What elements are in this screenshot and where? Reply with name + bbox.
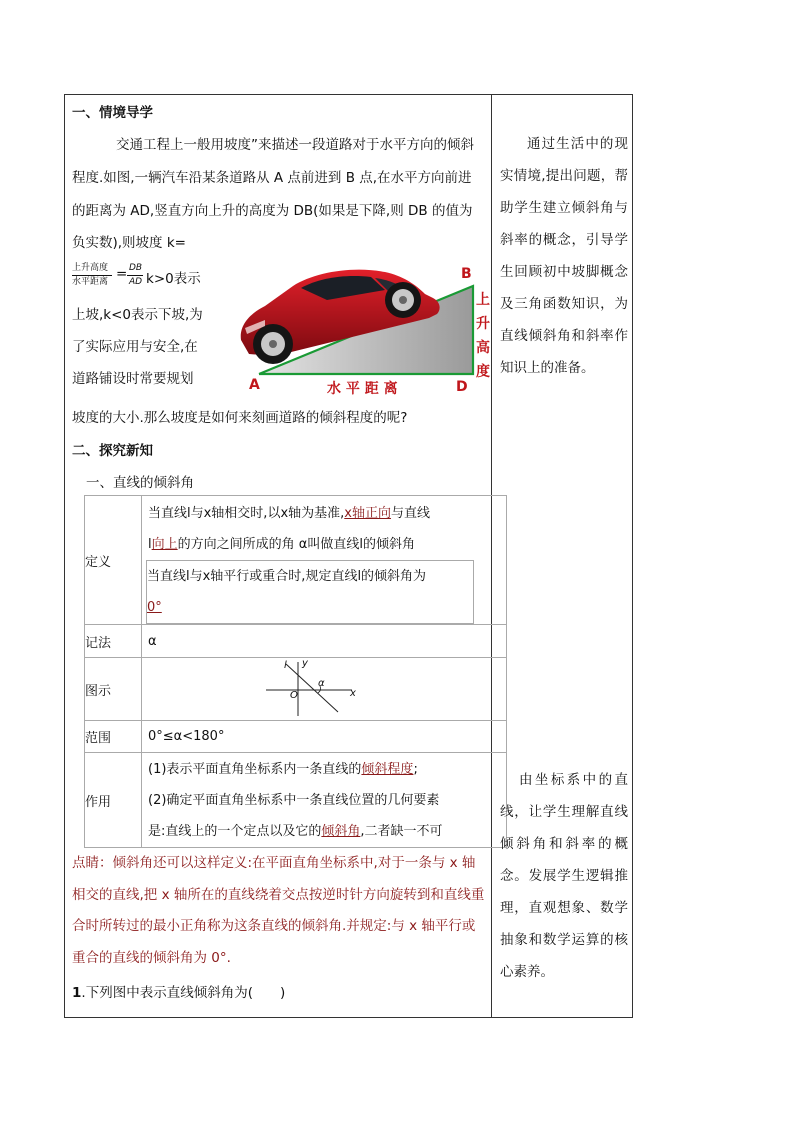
intro-line-7: 了实际应用与安全,在 [72, 339, 198, 355]
key-point-note: 点睛：倾斜角还可以这样定义:在平面直角坐标系中,对于一条与 x 轴相交的直线,把 x 轴所在的直线绕着交点按逆时针方向旋转到和直线重合时所转过的最小正角称为这条直线的倾斜角.并规定:与 x 轴平行或重合的直线的倾斜角为 0°. [72, 855, 485, 966]
definition-label: 定义 [85, 496, 142, 625]
definition-cell [142, 496, 507, 625]
intro-line-3: 的距离为 AD,竖直方向上升的高度为 DB(如果是下降,则 DB 的值为 [72, 203, 473, 219]
intro-line-9: 坡度的大小.那么坡度是如何来刻画道路的倾斜程度的呢? [72, 410, 408, 426]
diagram-label-l: l [284, 660, 287, 671]
intro-line-1: 交通工程上一般用坡度”来描述一段道路对于水平方向的倾斜 [116, 137, 474, 153]
definition-line-4 [147, 592, 473, 623]
vertical-label-4: 度 [476, 364, 490, 380]
label-a: A [249, 377, 260, 393]
figure-cell [142, 658, 507, 721]
definition-line-2: l向上的方向之间所成的角 α叫做直线l的倾斜角 [148, 537, 415, 552]
fraction-right-denominator: AD [129, 277, 143, 287]
underline-inclination-angle: 倾斜角 [321, 823, 361, 839]
label-d: D [456, 379, 468, 395]
vertical-label-1: 上 [476, 292, 490, 308]
definition-line-3: 当直线l与x轴平行或重合时,规定直线l的倾斜角为 [147, 569, 427, 584]
diagram-label-o: O [290, 690, 298, 701]
horizontal-distance-label: 水 平 距 离 [327, 381, 398, 397]
underline-zero-degree: 0° [147, 600, 162, 615]
fraction-equals: = [116, 266, 128, 282]
role-line-3: 是:直线上的一个定点以及它的倾斜角,二者缺一不可 [148, 823, 443, 839]
table-row-range [85, 721, 507, 753]
notation-value: α [142, 625, 507, 658]
design-intent-2: 由坐标系中的直线，让学生理解直线倾斜角和斜率的概念。发展学生逻辑推理，直观想象、数学抽象和数学运算的核心素养。 [500, 772, 628, 980]
role-label: 作用 [85, 753, 142, 848]
label-b: B [461, 266, 472, 282]
section2-subheading: 一、直线的倾斜角 [86, 475, 194, 491]
diagram-label-x: x [350, 688, 356, 699]
diagram-label-y: y [302, 658, 308, 669]
table-row-definition [85, 496, 507, 625]
fraction-right-bar [127, 275, 143, 276]
fraction-tail: k>0表示 [146, 271, 201, 287]
section1-heading: 一、情境导学 [72, 105, 153, 121]
notation-label: 记法 [85, 625, 142, 658]
inclination-diagram [260, 660, 360, 718]
fraction-left-bar [72, 275, 112, 276]
role-cell [142, 753, 507, 848]
fraction-left-numerator: 上升高度 [72, 263, 109, 273]
design-intent-1: 通过生活中的现实情境,提出问题，帮助学生建立倾斜角与斜率的概念，引导学生回顾初中坡脚概念及三角函数知识，为直线倾斜角和斜率作知识上的准备。 [500, 136, 628, 376]
diagram-label-alpha: α [318, 678, 325, 689]
fraction-right-numerator: DB [129, 263, 143, 273]
table-row-notation [85, 625, 507, 658]
underline-upward: 向上 [151, 537, 178, 552]
definition-subbox [146, 560, 474, 624]
underline-inclination-degree: 倾斜程度 [361, 761, 414, 777]
table-row-figure [85, 658, 507, 721]
intro-line-2: 程度.如图,一辆汽车沿某条道路从 A 点前进到 B 点,在水平方向前进 [72, 170, 472, 186]
intro-line-8: 道路铺设时常要规划 [72, 371, 194, 387]
definition-table [84, 495, 507, 848]
table-row-role [85, 753, 507, 848]
definition-line-1: 当直线l与x轴相交时,以x轴为基准,x轴正向与直线 [148, 506, 430, 521]
role-line-2: (2)确定平面直角坐标系中一条直线位置的几何要素 [148, 792, 440, 808]
question-1: 1.下列图中表示直线倾斜角为( ) [72, 985, 286, 1001]
figure-label: 图示 [85, 658, 142, 721]
range-label: 范围 [85, 721, 142, 753]
section2-heading: 二、探究新知 [72, 443, 153, 459]
vertical-label-2: 升 [476, 316, 490, 332]
role-line-1: (1)表示平面直角坐标系内一条直线的倾斜程度; [148, 761, 418, 777]
fraction-left-denominator: 水平距离 [72, 277, 109, 287]
underline-x-positive: x轴正向 [344, 506, 391, 521]
intro-line-4: 负实数),则坡度 k= [72, 235, 186, 251]
range-value: 0°≤α<180° [142, 721, 507, 753]
intro-line-6: 上坡,k<0表示下坡,为 [72, 307, 203, 323]
slope-car-figure [235, 228, 493, 400]
vertical-label-3: 高 [476, 340, 490, 356]
